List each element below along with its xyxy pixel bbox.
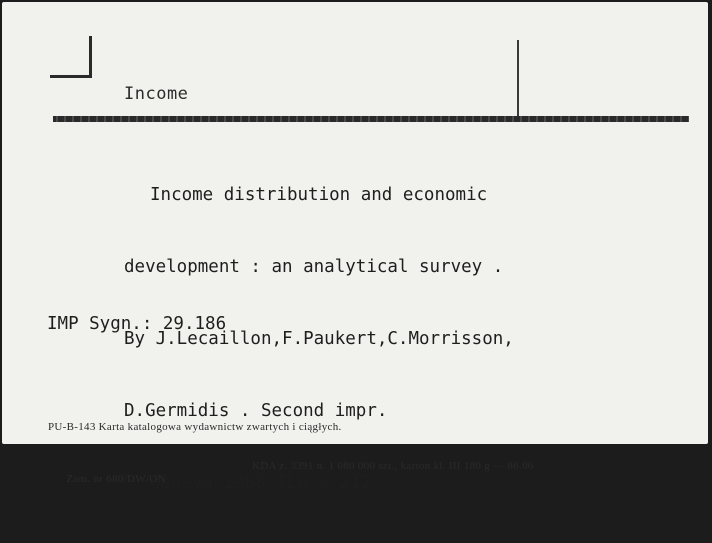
subject-heading: Income bbox=[124, 84, 189, 104]
call-number: IMP Sygn.: 29.186 bbox=[47, 314, 227, 334]
corner-mark-horizontal bbox=[50, 75, 92, 78]
footer-line-form: PU-B-143 Karta katalogowa wydawnictw zwartych i ciągłych. bbox=[48, 421, 342, 433]
entry-line-authors: By J.Lecaillon,F.Paukert,C.Morrisson, bbox=[124, 329, 514, 349]
heading-rule bbox=[53, 116, 689, 122]
entry-line-title-2: development : an analytical survey . bbox=[124, 257, 504, 277]
printed-footer bbox=[48, 395, 534, 538]
footer-print-details: KDA z. 3391 n. 1 080 000 szt., karton kl. III 180 g — 86.06 bbox=[252, 460, 534, 472]
entry-line-imprint: Geneva 1986 ILO s.212. bbox=[150, 473, 382, 493]
entry-line-title-1: Income distribution and economic bbox=[150, 185, 488, 205]
footer-order-number: Zam. nr 680/DW/ON bbox=[66, 473, 166, 485]
footer-line-print bbox=[48, 460, 534, 512]
corner-mark bbox=[89, 36, 92, 78]
vertical-divider bbox=[517, 40, 519, 117]
entry-line-edition: D.Germidis . Second impr. bbox=[124, 401, 388, 421]
catalog-card bbox=[2, 2, 708, 493]
